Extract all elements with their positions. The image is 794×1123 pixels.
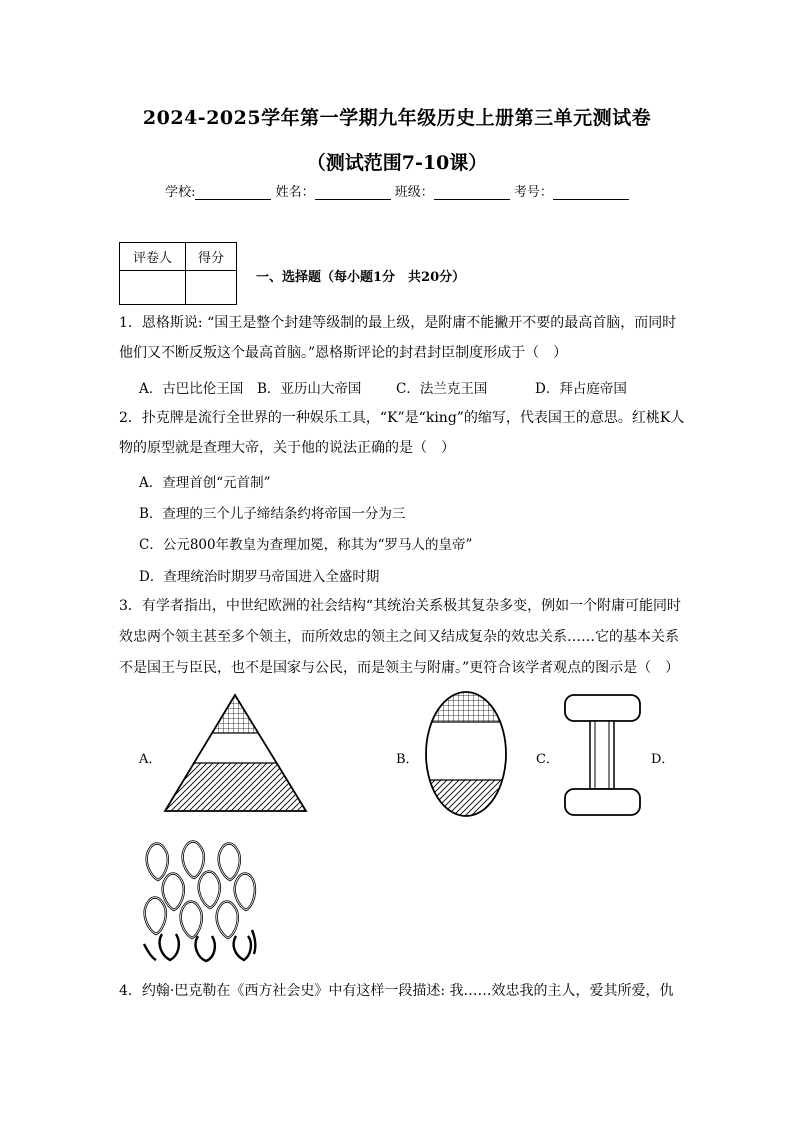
q1-option-a[interactable]: A．古巴比伦王国 [139, 381, 244, 397]
exam-subtitle: （测试范围7-10课） [306, 152, 488, 174]
q2-line2: 物的原型就是查理大帝，关于他的说法正确的是（ ） [119, 440, 455, 456]
name-label: 姓名： [275, 185, 315, 200]
school-blank[interactable] [195, 185, 271, 200]
q4-line1: 4．约翰·巴克勒在《西方社会史》中有这样一段描述: 我……效忠我的主人，爱其所爱，仇 [119, 983, 674, 999]
spool-diagram [563, 693, 643, 817]
q2-option-a[interactable]: A．查理首创“元首制” [139, 475, 271, 491]
q3-line1: 3．有学者指出，中世纪欧洲的社会结构“其统治关系极其复杂多变，例如一个附庸可能同时 [119, 598, 682, 614]
q1-line2: 他们又不断反叛这个最高首脑。”恩格斯评论的封君封臣制度形成于（ ） [119, 345, 568, 361]
score-header: 得分 [186, 243, 237, 271]
q3-line2: 效忠两个领主甚至多个领主，而所效忠的领主之间又结成复杂的效忠关系……它的基本关系 [119, 629, 679, 645]
grader-cell[interactable] [120, 271, 186, 305]
grader-header: 评卷人 [120, 243, 186, 271]
school-label: 学校: [165, 185, 196, 200]
name-blank[interactable] [315, 185, 391, 200]
q2-option-c[interactable]: C．公元800年教皇为查理加冕，称其为“罗马人的皇帝” [139, 537, 473, 553]
exam-no-blank[interactable] [553, 185, 629, 200]
exam-no-label: 考号： [513, 185, 553, 200]
q1-option-c[interactable]: C．法兰克王国 [396, 381, 488, 397]
q2-option-d[interactable]: D．查理统治时期罗马帝国进入全盛时期 [139, 569, 380, 585]
grader-score-box [119, 242, 237, 305]
q3-label-a[interactable]: A． [139, 752, 162, 767]
section-title: 一、选择题（每小题1分 共20分） [256, 270, 466, 285]
q3-label-c[interactable]: C． [536, 752, 559, 767]
class-blank[interactable] [434, 185, 510, 200]
q1-line1: 1．恩格斯说: “国王是整个封建等级制的最上级，是附庸不能撇开不要的最高首脑，而同时 [119, 315, 677, 331]
q1-option-b[interactable]: B．亚历山大帝国 [257, 381, 362, 397]
exam-title: 2024-2025学年第一学期九年级历史上册第三单元测试卷 [142, 107, 652, 129]
student-info-row [0, 181, 794, 200]
q3-line3: 不是国王与臣民，也不是国家与公民，而是领主与附庸。”更符合该学者观点的图示是（ ） [119, 660, 680, 676]
class-label: 班级： [394, 185, 434, 200]
oval-diagram [423, 690, 509, 819]
chain-mesh-diagram [140, 840, 260, 964]
score-cell[interactable] [186, 271, 237, 305]
q1-option-d[interactable]: D．拜占庭帝国 [535, 381, 627, 397]
pyramid-diagram [163, 693, 308, 814]
q3-label-d[interactable]: D． [651, 752, 675, 767]
q2-option-b[interactable]: B．查理的三个儿子缔结条约将帝国一分为三 [139, 506, 406, 522]
q2-line1: 2．扑克牌是流行全世界的一种娱乐工具，“K”是“king”的缩写，代表国王的意思。红桃K人 [119, 410, 685, 426]
q3-label-b[interactable]: B． [396, 752, 419, 767]
